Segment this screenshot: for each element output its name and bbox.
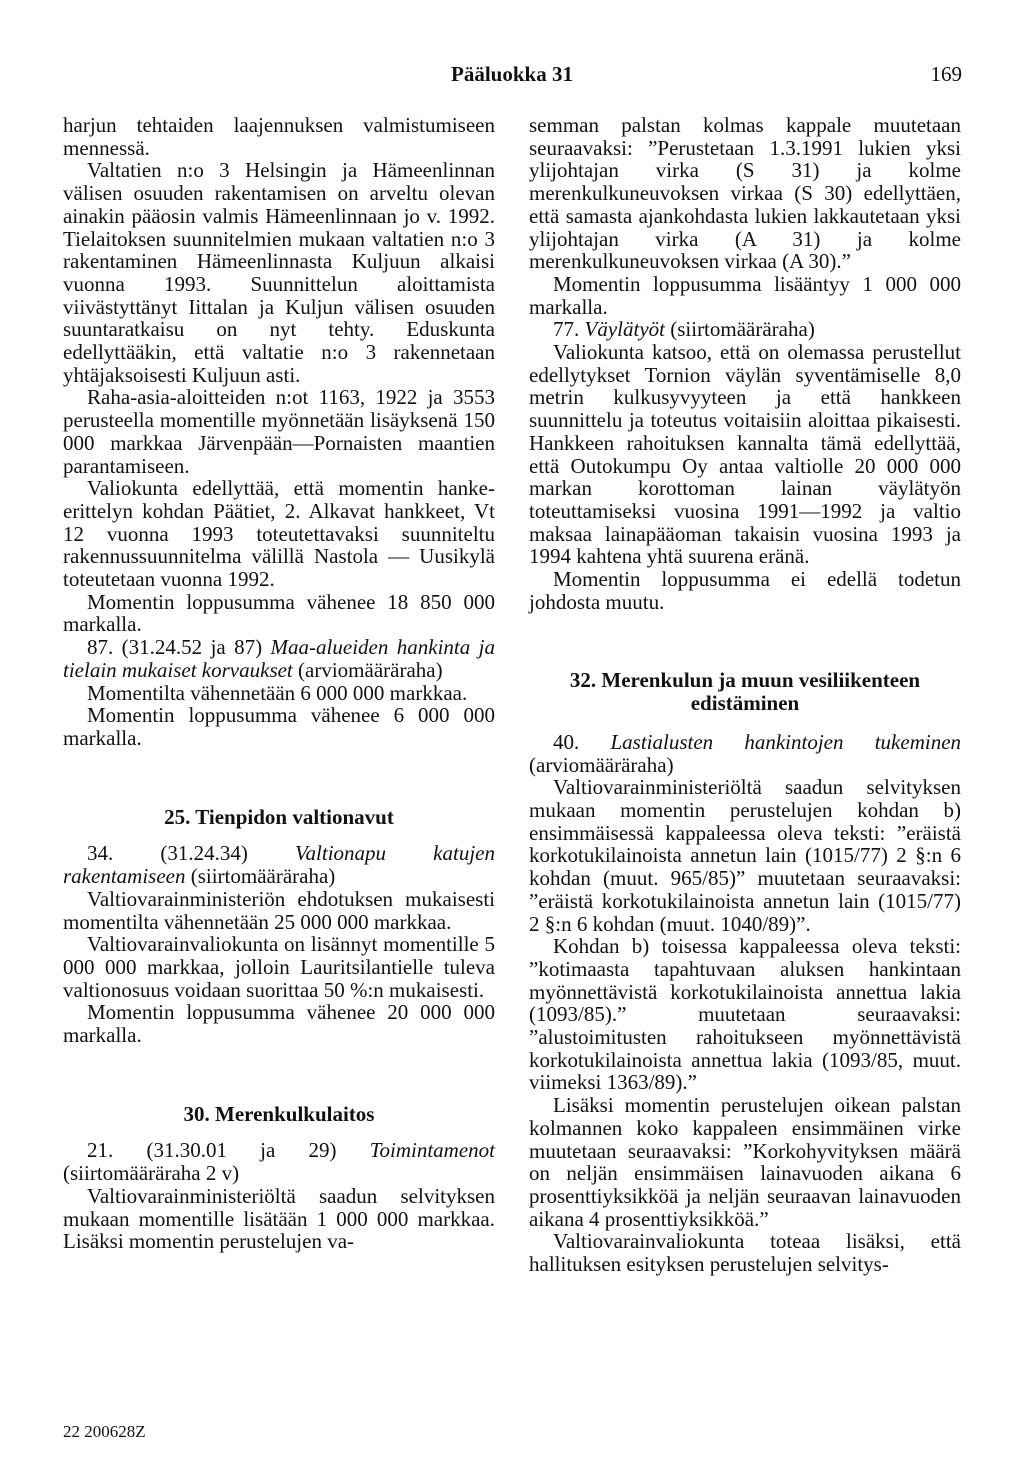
item-87 <box>63 636 495 681</box>
item-number: 77. <box>553 317 585 342</box>
item-title: Toimintamenot <box>369 1138 495 1163</box>
item-title: Lastialusten hankintojen tukeminen <box>610 729 962 754</box>
paragraph: Raha-asia-aloitteiden n:ot 1163, 1922 ja 3553 perusteella momentille myönnetään lisäyksenä 150 000 markkaa Järvenpään—Pornaisten maantien parantamiseen. <box>63 385 495 478</box>
item-suffix: (siirtomääräraha) <box>664 317 815 342</box>
footer-code: 22 200628Z <box>63 1422 146 1441</box>
paragraph: Valiokunta katsoo, että on olemassa perustellut edellytykset Tornion väylän syventämiselle 8,0 metrin kulkusyvyyteen ja että hankkeen suunnittelu ja toteutus voitaisiin aloittaa pikaisesti. Hankkeen rahoituksen kannalta tämä edellyttää, että Outokumpu Oy antaa valtiolle 20 000 000 markan korottoman lainan väylätyön toteuttamiseksi vuosina 1991—1992 ja valtio maksaa lainapääoman takaisin vuosina 1993 ja 1994 kahtena yhtä suurena eränä. <box>529 340 961 569</box>
item-40 <box>529 731 961 776</box>
section-heading: 25. Tienpidon valtionavut <box>164 804 394 829</box>
item-suffix: (arviomääräraha) <box>292 657 443 682</box>
right-column <box>529 114 961 1276</box>
item-number: 87. (31.24.52 ja 87) <box>87 635 271 660</box>
item-number: 40. <box>553 729 611 754</box>
paragraph: Kohdan b) toisessa kappaleessa oleva teksti: ”kotimaasta tapahtuvaan aluksen hankintaan myönnettävistä korkotukilainoista annettua lakia (1093/85).” muutetaan seuraavaksi: ”alustoimitusten rahoitukseen myönnettävistä korkotukilainoista annettua lakia (1093/85, muut. viimeksi 1363/89).” <box>529 934 961 1095</box>
paragraph: Lisäksi momentin perustelujen oikean palstan kolmannen koko kappaleen ensimmäinen virke muutetaan seuraavaksi: ”Korkohyvityksen määrä on neljän ensimmäisen lainavuoden aikana 6 prosenttiyksikköä ja neljän seuraavan lainavuoden aikana 4 prosenttiyksikköä.” <box>529 1093 961 1231</box>
paragraph: semman palstan kolmas kappale muutetaan seuraavaksi: ”Perustetaan 1.3.1991 lukien yksi ylijohtajan virka (S 31) ja kolme merenkulkuneuvoksen virkaa (S 30) edellyttäen, että samasta ajankohdasta lukien lakkautetaan yksi ylijohtajan virka (A 31) ja kolme merenkulkuneuvoksen virkaa (A 30).” <box>529 113 961 274</box>
paragraph: Momentin loppusumma vähenee 20 000 000 markalla. <box>63 1000 495 1048</box>
paragraph: Valtatien n:o 3 Helsingin ja Hämeenlinnan välisen osuuden rakentamisen on arveltu olevan ainakin pääosin valmis Hämeenlinnaan jo v. 1992. Tielaitoksen suunnitelmien mukaan valtatien n:o 3 rakentaminen Hämeenlinnasta Kuljuun alkaisi vuonna 1993. Suunnittelun aloittamista viivästyttänyt Iittalan ja Kuljun välisen osuuden suuntaratkaisu on nyt tehty. Eduskunta edellyttääkin, että valtatie n:o 3 rakennetaan yhtäjaksoisesti Kuljuun asti. <box>63 158 495 387</box>
left-column <box>63 114 495 1253</box>
section-heading: 30. Merenkulkulaitos <box>183 1101 375 1126</box>
paragraph: Valtiovarainvaliokunta toteaa lisäksi, että hallituksen esityksen perustelujen selvitys- <box>529 1229 961 1277</box>
item-suffix: (siirtomääräraha 2 v) <box>63 1161 240 1186</box>
item-77 <box>529 318 961 341</box>
item-number: 21. (31.30.01 ja 29) <box>87 1138 370 1163</box>
item-34 <box>63 842 495 887</box>
paragraph: Valtiovarainministeriöltä saadun selvityksen mukaan momentille lisätään 1 000 000 markkaa. Lisäksi momentin perustelujen va- <box>63 1183 495 1254</box>
paragraph: Momentilta vähennetään 6 000 000 markkaa. <box>87 680 468 705</box>
item-21 <box>63 1139 495 1184</box>
page-number: 169 <box>930 62 962 86</box>
item-number: 34. (31.24.34) <box>87 841 296 866</box>
item-title: Maa-alueiden hankinta ja tielain mukaiset korvaukset <box>63 635 495 682</box>
paragraph: Valtiovarainministeriön ehdotuksen mukaisesti momentilta vähennetään 25 000 000 markkaa. <box>63 886 495 934</box>
item-suffix: (arviomääräraha) <box>529 752 674 777</box>
paragraph: Momentin loppusumma ei edellä todetun johdosta muutu. <box>529 567 961 614</box>
page-header-title: Pääluokka 31 <box>451 62 573 86</box>
paragraph: Momentin loppusumma vähenee 6 000 000 markalla. <box>63 703 495 750</box>
item-title: Väylätyöt <box>584 317 665 342</box>
section-heading: 32. Merenkulun ja muun vesiliikenteen edistäminen <box>569 668 921 716</box>
paragraph: Valiokunta edellyttää, että momentin hanke-erittelyn kohdan Päätiet, 2. Alkavat hankkeet, Vt 12 vuonna 1993 toteutettavaksi suunniteltu rakennussuunnitelma välillä Nastola — Uusikylä toteutetaan vuonna 1992. <box>63 476 495 592</box>
paragraph: Valtiovarainvaliokunta on lisännyt momentille 5 000 000 markkaa, jolloin Lauritsilantielle tuleva valtionosuus voidaan suorittaa 50 %:n mukaisesti. <box>63 932 495 1002</box>
item-suffix: (siirtomääräraha) <box>185 864 336 889</box>
paragraph: Momentin loppusumma vähenee 18 850 000 markalla. <box>63 589 495 637</box>
item-title: Valtionapu katujen rakentamiseen <box>63 841 495 889</box>
paragraph: Valtiovarainministeriöltä saadun selvityksen mukaan momentin perustelujen kohdan b) ensimmäisessä kappaleessa oleva teksti: ”eräistä korkotukilainoista annetun lain (1015/77) 2 §:n 6 kohdan (muut. 965/85)” muutetaan seuraavaksi: ”eräistä korkotukilainoista annetun lain (1015/77) 2 §:n 6 kohdan (muut. 1040/89)”. <box>529 775 961 936</box>
paragraph: harjun tehtaiden laajennuksen valmistumiseen mennessä. <box>63 113 495 160</box>
paragraph: Momentin loppusumma lisääntyy 1 000 000 markalla. <box>529 271 961 319</box>
